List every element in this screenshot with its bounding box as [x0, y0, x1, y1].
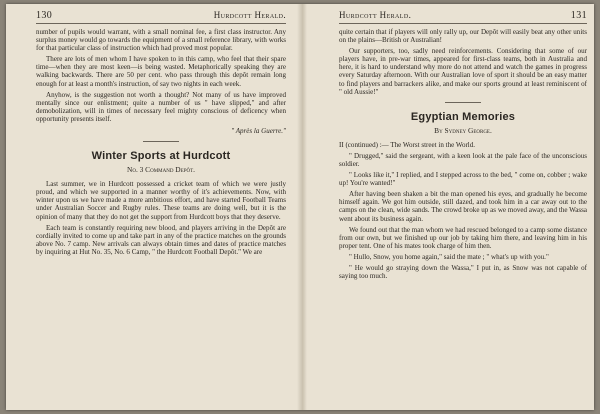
right-paragraph: quite certain that if players will only rally up, our Depôt will easily beat any other units on the plains—British or Australian!: [339, 28, 587, 45]
right-paragraph: Our supporters, too, sadly need reinforcements. Considering that some of our players have, in pre-war times, appeared for first-class teams, both in Australia and here, it is hard to understand why more do not attend and watch the games in progress every Saturday afternoon. With our Australian love of sport it should be an easy matter to find players and barrackers alike, and make our sports ground at least reminiscent of " old Aussie!": [339, 47, 587, 96]
right-article-paragraph: " He would go straying down the Wassa," I put in, as Snow was not capable of saying too much.: [339, 263, 587, 281]
right-article-paragraph: " Looks like it," I replied, and I stepped across to the bed, " come on, cobber ; wake up! You're wanted!": [339, 171, 587, 188]
left-page-header: [36, 10, 286, 24]
section-divider: [143, 141, 179, 142]
right-article-paragraph: After having been shaken a bit the man opened his eyes, and gradually he become himself again. We got him outside, still dazed, and took him in a car away out to the camps on the clean, wide sands. The crowd broke up as we moved away, and the Wassa went about its business again.: [339, 190, 587, 223]
book-gutter: [297, 4, 307, 410]
right-article-paragraph: " Hullo, Snow, you home again," said the mate ; " what's up with you.": [349, 252, 549, 261]
left-page-number: 130: [36, 10, 53, 21]
right-running-head: Hurdcott Herald.: [339, 10, 412, 20]
right-page-number: 131: [570, 10, 587, 21]
article-byline-egyptian-memories: By Sydney George.: [434, 125, 492, 135]
article-signature: " Après la Guerre.": [231, 127, 286, 136]
left-paragraph: number of pupils would warrant, with a small nominal fee, a first class instructor. Any surplus money would go towards the equipment of a small reference library, with works for that particular class of instruction which had proved most popular.: [36, 28, 286, 53]
left-page: [36, 10, 286, 410]
right-article-paragraph: II (continued) :— The Worst street in the World.: [339, 140, 476, 149]
article-byline-winter-sports: No. 3 Command Depôt.: [127, 165, 195, 175]
right-page-header: [339, 10, 587, 24]
section-divider: [445, 102, 481, 103]
left-running-head: Hurdcott Herald.: [213, 10, 286, 20]
right-article-paragraph: We found out that the man whom we had rescued belonged to a camp some distance from our own, but we finished up our job by taking him there, and leaving him in his proper tent. One of his mates took charge of him then.: [339, 225, 587, 250]
left-paragraph: There are lots of men whom I have spoken to in this camp, who feel that their spare time—when they are most keen—is being wasted. Metaphorically speaking they are walking backwards. There are 50 per cent. who pass through this depôt remain long enough for at least a month's instruction, of say two nights in each week.: [36, 55, 286, 88]
article-title-winter-sports: Winter Sports at Hurdcott: [91, 150, 231, 163]
book-spread: [6, 4, 594, 410]
right-article-paragraph: " Drugged," said the sergeant, with a keen look at the pale face of the unconscious soldier.: [339, 151, 587, 168]
left-article-paragraph: Each team is constantly requiring new blood, and players arriving in the Depôt are cordially invited to come up and take part in any of the practice matches on the grounds above No. 7 camp. New arrivals can always obtain times and dates of practice matches by inquiring at Hut No. 35, No. 6 Camp, " the Hurdcott Football Depôt." We are: [36, 223, 286, 256]
left-paragraph: Anyhow, is the suggestion not worth a thought? Not many of us have improved mentally since our enlistment; quite a number of us " have slipped," and after demobolization, will in times of necessary feel mighty conscious of deficency when opportunity presents itself.: [36, 90, 286, 123]
right-page: [339, 10, 587, 410]
article-title-egyptian-memories: Egyptian Memories: [410, 110, 516, 123]
left-article-paragraph: Last summer, we in Hurdcott possessed a cricket team of which we were justly proud, and which we supported in a manner worthy of it's achievements. Now, with winter upon us we have made a more ambitious effort, and have started Football Teams under Australian Soccer and Rugby rules. These teams are doing well, but it is the opinion of many that they do not get the support from Hurdcott boys that they deserve.: [36, 180, 286, 221]
